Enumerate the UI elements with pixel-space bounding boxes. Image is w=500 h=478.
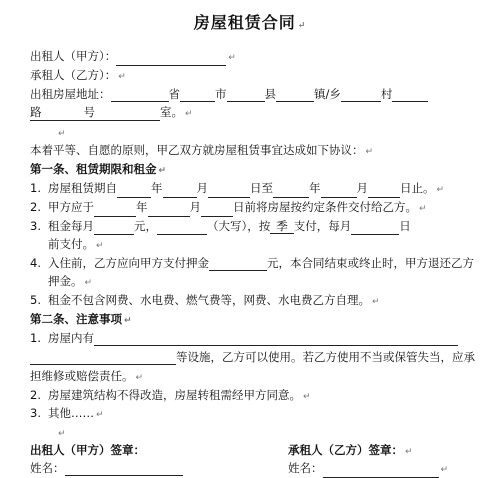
- rent-amount-blank[interactable]: [94, 221, 134, 235]
- road-number-blank[interactable]: [30, 104, 160, 121]
- address-line-2: 路 号 室。 ↵: [30, 105, 193, 119]
- s1-item-3-cont: 前支付。 ↵: [48, 237, 104, 251]
- rent-uppercase-blank[interactable]: [157, 221, 207, 235]
- start-month-blank[interactable]: [163, 184, 197, 198]
- start-day-blank[interactable]: [208, 184, 250, 198]
- village-blank[interactable]: [341, 88, 381, 102]
- lessor-blank[interactable]: [116, 52, 226, 66]
- s1-item-5: 5. 租金不包含网费、水电费、燃气费等，网费、水电费乙方自理。 ↵: [30, 293, 380, 307]
- lessor-line: 出租人（甲方）： ↵: [30, 48, 236, 66]
- s1-item-4-cont: 押金。 ↵: [48, 274, 93, 288]
- address-city: 市: [215, 87, 227, 101]
- section1-title: 第一条、租赁期限和租金 ↵: [30, 162, 167, 176]
- facilities-blank-1[interactable]: [94, 332, 458, 346]
- address-province: 省: [168, 87, 180, 101]
- lessor-name-label: 姓名：: [30, 461, 65, 475]
- start-year-blank[interactable]: [117, 184, 151, 198]
- lessor-label: 出租人（甲方）：: [30, 49, 117, 63]
- lessee-name-line: 姓名： ↵: [288, 460, 448, 478]
- s1-item-4: 4. 入住前，乙方应向甲方支付押金 元，本合同结束或终止时，甲方退还乙方: [30, 256, 474, 270]
- s2-item-3: 3. 其他…… ↵: [30, 406, 104, 420]
- deposit-blank[interactable]: [209, 257, 267, 271]
- empty-paragraph: ↵: [58, 129, 66, 139]
- address-number: 号: [83, 105, 95, 119]
- address-road: 路: [30, 105, 42, 119]
- contract-title: 房屋租赁合同 ↵: [193, 13, 307, 32]
- empty-paragraph-2: ↵: [58, 429, 66, 439]
- lessor-name-blank[interactable]: [65, 462, 183, 476]
- address-town: 镇/乡: [314, 87, 341, 101]
- s1-item-2: 2. 甲方应于 年 月 日前将房屋按约定条件交付给乙方。 ↵: [30, 199, 427, 217]
- s1-item-1: 1. 房屋租赁期自 年 月 日至 年 月 日止。 ↵: [30, 180, 444, 198]
- lessee-name-label: 姓名：: [288, 461, 323, 475]
- address-village: 村: [380, 87, 393, 101]
- lessee-line: 承租人（乙方）： ↵: [30, 68, 126, 82]
- s2-item-1-cont-2: 担维修或赔偿责任。 ↵: [30, 369, 144, 383]
- s2-item-2: 2. 房屋建筑结构不得改造，房屋转租需经甲方同意。 ↵: [30, 388, 311, 402]
- lessor-name-line: [30, 460, 183, 476]
- end-day-blank[interactable]: [368, 184, 400, 198]
- address-line: [30, 86, 428, 102]
- section2-title: 第二条、注意事项 ↵: [30, 312, 132, 326]
- payment-period[interactable]: 季: [270, 219, 294, 234]
- lessor-signature-label: 出租人（甲方）签章：: [30, 443, 145, 457]
- lessee-signature-label: 承租人（乙方）签章： ↵: [288, 443, 413, 457]
- s1-item-3: 3. 租金每月 元， （大写），按 季 支付，每月 日: [30, 219, 411, 233]
- end-month-blank[interactable]: [321, 184, 357, 198]
- address-label: 出租房屋地址：: [30, 87, 111, 101]
- province-blank[interactable]: [111, 88, 169, 102]
- facilities-blank-2[interactable]: [30, 351, 176, 365]
- handover-day-blank[interactable]: [201, 203, 233, 217]
- handover-year-blank[interactable]: [94, 203, 136, 217]
- s2-item-1-cont: 等设施，乙方可以使用。若乙方使用不当或保管失当，应承: [30, 349, 475, 365]
- handover-month-blank[interactable]: [148, 203, 190, 217]
- address-county: 县: [264, 87, 276, 101]
- address-room: 室。: [160, 105, 183, 119]
- end-year-blank[interactable]: [273, 184, 309, 198]
- village-tail-blank[interactable]: [392, 88, 428, 102]
- intro-text: 本着平等、自愿的原则，甲乙双方就房屋租赁事宜达成如下协议： ↵: [30, 143, 374, 157]
- lessee-label: 承租人（乙方）：: [30, 68, 117, 82]
- county-blank[interactable]: [227, 88, 265, 102]
- town-blank[interactable]: [276, 88, 314, 102]
- pay-day-blank[interactable]: [351, 221, 399, 235]
- s2-item-1: 1. 房屋内有: [30, 330, 458, 346]
- city-blank[interactable]: [180, 88, 215, 102]
